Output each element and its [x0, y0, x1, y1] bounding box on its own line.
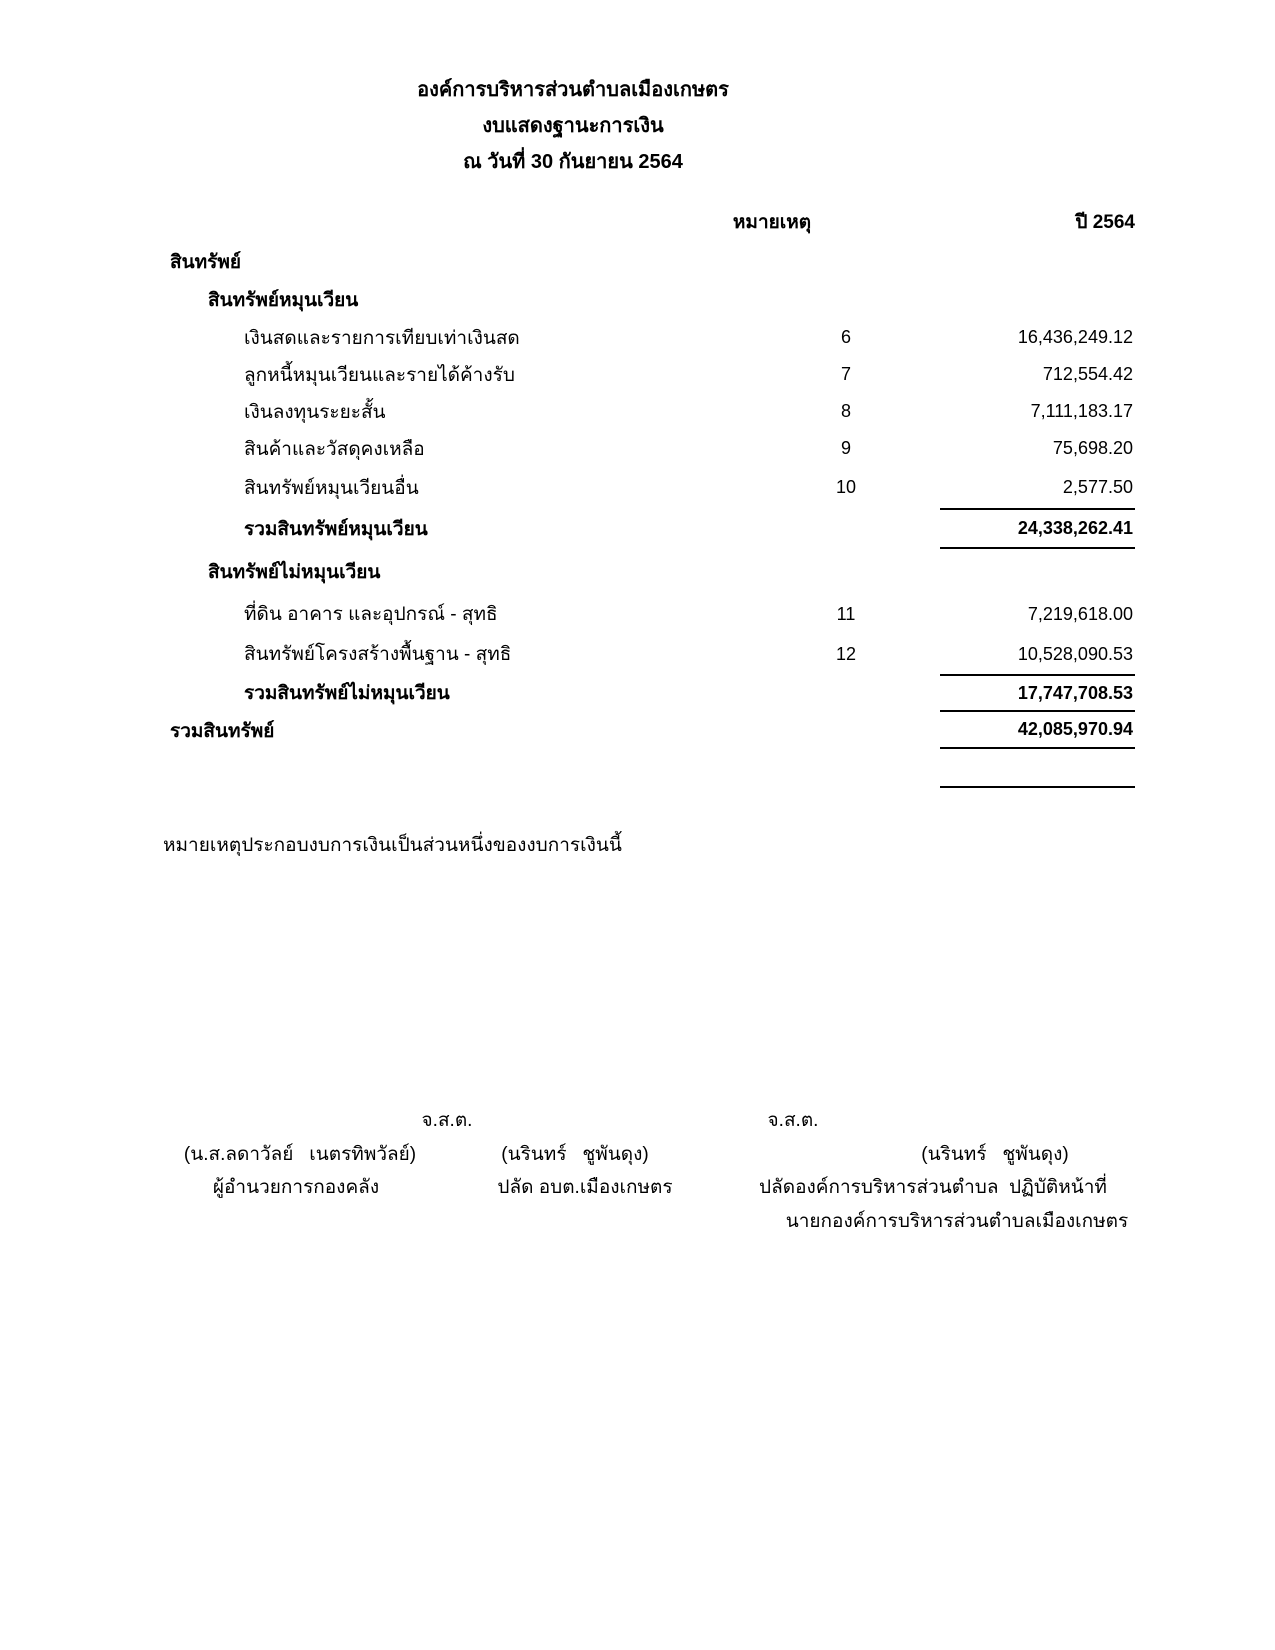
row-amount: 24,338,262.41	[940, 508, 1135, 549]
row-amount: 17,747,708.53	[940, 674, 1135, 712]
table-row	[170, 356, 1135, 393]
row-amount: 2,577.50	[1062, 477, 1133, 497]
signature-title-left: ผู้อำนวยการกองคลัง	[212, 1177, 380, 1198]
document-header	[417, 72, 729, 180]
row-amount	[940, 243, 1135, 281]
row-note-number: 10	[835, 477, 857, 497]
row-label: สินทรัพย์หมุนเวียนอื่น	[244, 477, 419, 499]
row-amount: 42,085,970.94	[940, 712, 1135, 749]
statement-title: งบแสดงฐานะการเงิน	[482, 115, 664, 137]
row-amount: 7,111,183.17	[1030, 401, 1133, 421]
row-label: สินทรัพย์ไม่หมุนเวียน	[208, 561, 381, 583]
financial-table	[170, 243, 1135, 749]
table-row	[170, 319, 1135, 356]
row-note-number: 12	[835, 643, 857, 664]
row-label: สินค้าและวัสดุคงเหลือ	[244, 438, 425, 460]
table-row	[170, 281, 1135, 319]
year-column-header: ปี 2564	[1075, 212, 1135, 233]
row-amount: 10,528,090.53	[1017, 643, 1133, 664]
footnote-text: หมายเหตุประกอบงบการเงินเป็นส่วนหนึ่งของงบการเงินนี้	[163, 835, 622, 856]
table-row	[170, 549, 1135, 594]
signature-name-left: (น.ส.ลดาวัลย์ เนตรทิพวัลย์)	[183, 1144, 417, 1165]
table-row	[170, 594, 1135, 634]
organization-name: องค์การบริหารส่วนตำบลเมืองเกษตร	[417, 79, 729, 101]
signature-name-right: (นรินทร์ ชูพันดุง)	[921, 1144, 1069, 1165]
row-amount	[940, 549, 1135, 594]
row-label: ที่ดิน อาคาร และอุปกรณ์ - สุทธิ	[244, 604, 498, 625]
row-amount: 75,698.20	[1052, 438, 1133, 458]
row-amount: 712,554.42	[1042, 364, 1133, 384]
row-amount: 16,436,249.12	[1017, 327, 1133, 347]
signature-rank-right: จ.ส.ต.	[767, 1110, 819, 1131]
table-row	[170, 393, 1135, 430]
signature-title-right: ปลัดองค์การบริหารส่วนตำบล ปฏิบัติหน้าที่	[759, 1177, 1107, 1198]
row-label: เงินสดและรายการเทียบเท่าเงินสด	[244, 327, 520, 349]
table-row	[170, 430, 1135, 467]
row-note-number: 9	[840, 438, 851, 458]
closing-total-rule	[940, 786, 1135, 788]
row-note-number: 7	[840, 364, 851, 384]
table-row	[170, 712, 1135, 749]
table-row	[170, 634, 1135, 674]
row-amount	[940, 281, 1135, 319]
statement-date: ณ วันที่ 30 กันยายน 2564	[463, 151, 683, 173]
signature-rank-middle: จ.ส.ต.	[421, 1110, 473, 1131]
signature-title-middle: ปลัด อบต.เมืองเกษตร	[497, 1177, 673, 1198]
signature-name-middle: (นรินทร์ ชูพันดุง)	[501, 1144, 649, 1165]
row-label: รวมสินทรัพย์	[170, 720, 275, 742]
row-label: สินทรัพย์	[170, 252, 241, 273]
row-label: สินทรัพย์โครงสร้างพื้นฐาน - สุทธิ	[244, 644, 512, 665]
row-amount: 7,219,618.00	[1027, 603, 1133, 624]
table-row	[170, 674, 1135, 712]
row-note-number: 11	[836, 603, 856, 624]
table-row	[170, 243, 1135, 281]
table-row	[170, 467, 1135, 508]
table-row	[170, 508, 1135, 549]
row-label: เงินลงทุนระยะสั้น	[244, 401, 386, 423]
row-label: สินทรัพย์หมุนเวียน	[208, 290, 359, 311]
row-label: ลูกหนี้หมุนเวียนและรายได้ค้างรับ	[244, 364, 515, 386]
row-label: รวมสินทรัพย์ไม่หมุนเวียน	[244, 683, 450, 704]
row-label: รวมสินทรัพย์หมุนเวียน	[244, 518, 428, 540]
row-note-number: 6	[840, 327, 851, 347]
notes-column-header: หมายเหตุ	[732, 212, 812, 233]
signature-title-right-line2: นายกองค์การบริหารส่วนตำบลเมืองเกษตร	[785, 1211, 1129, 1232]
row-note-number: 8	[840, 401, 851, 421]
